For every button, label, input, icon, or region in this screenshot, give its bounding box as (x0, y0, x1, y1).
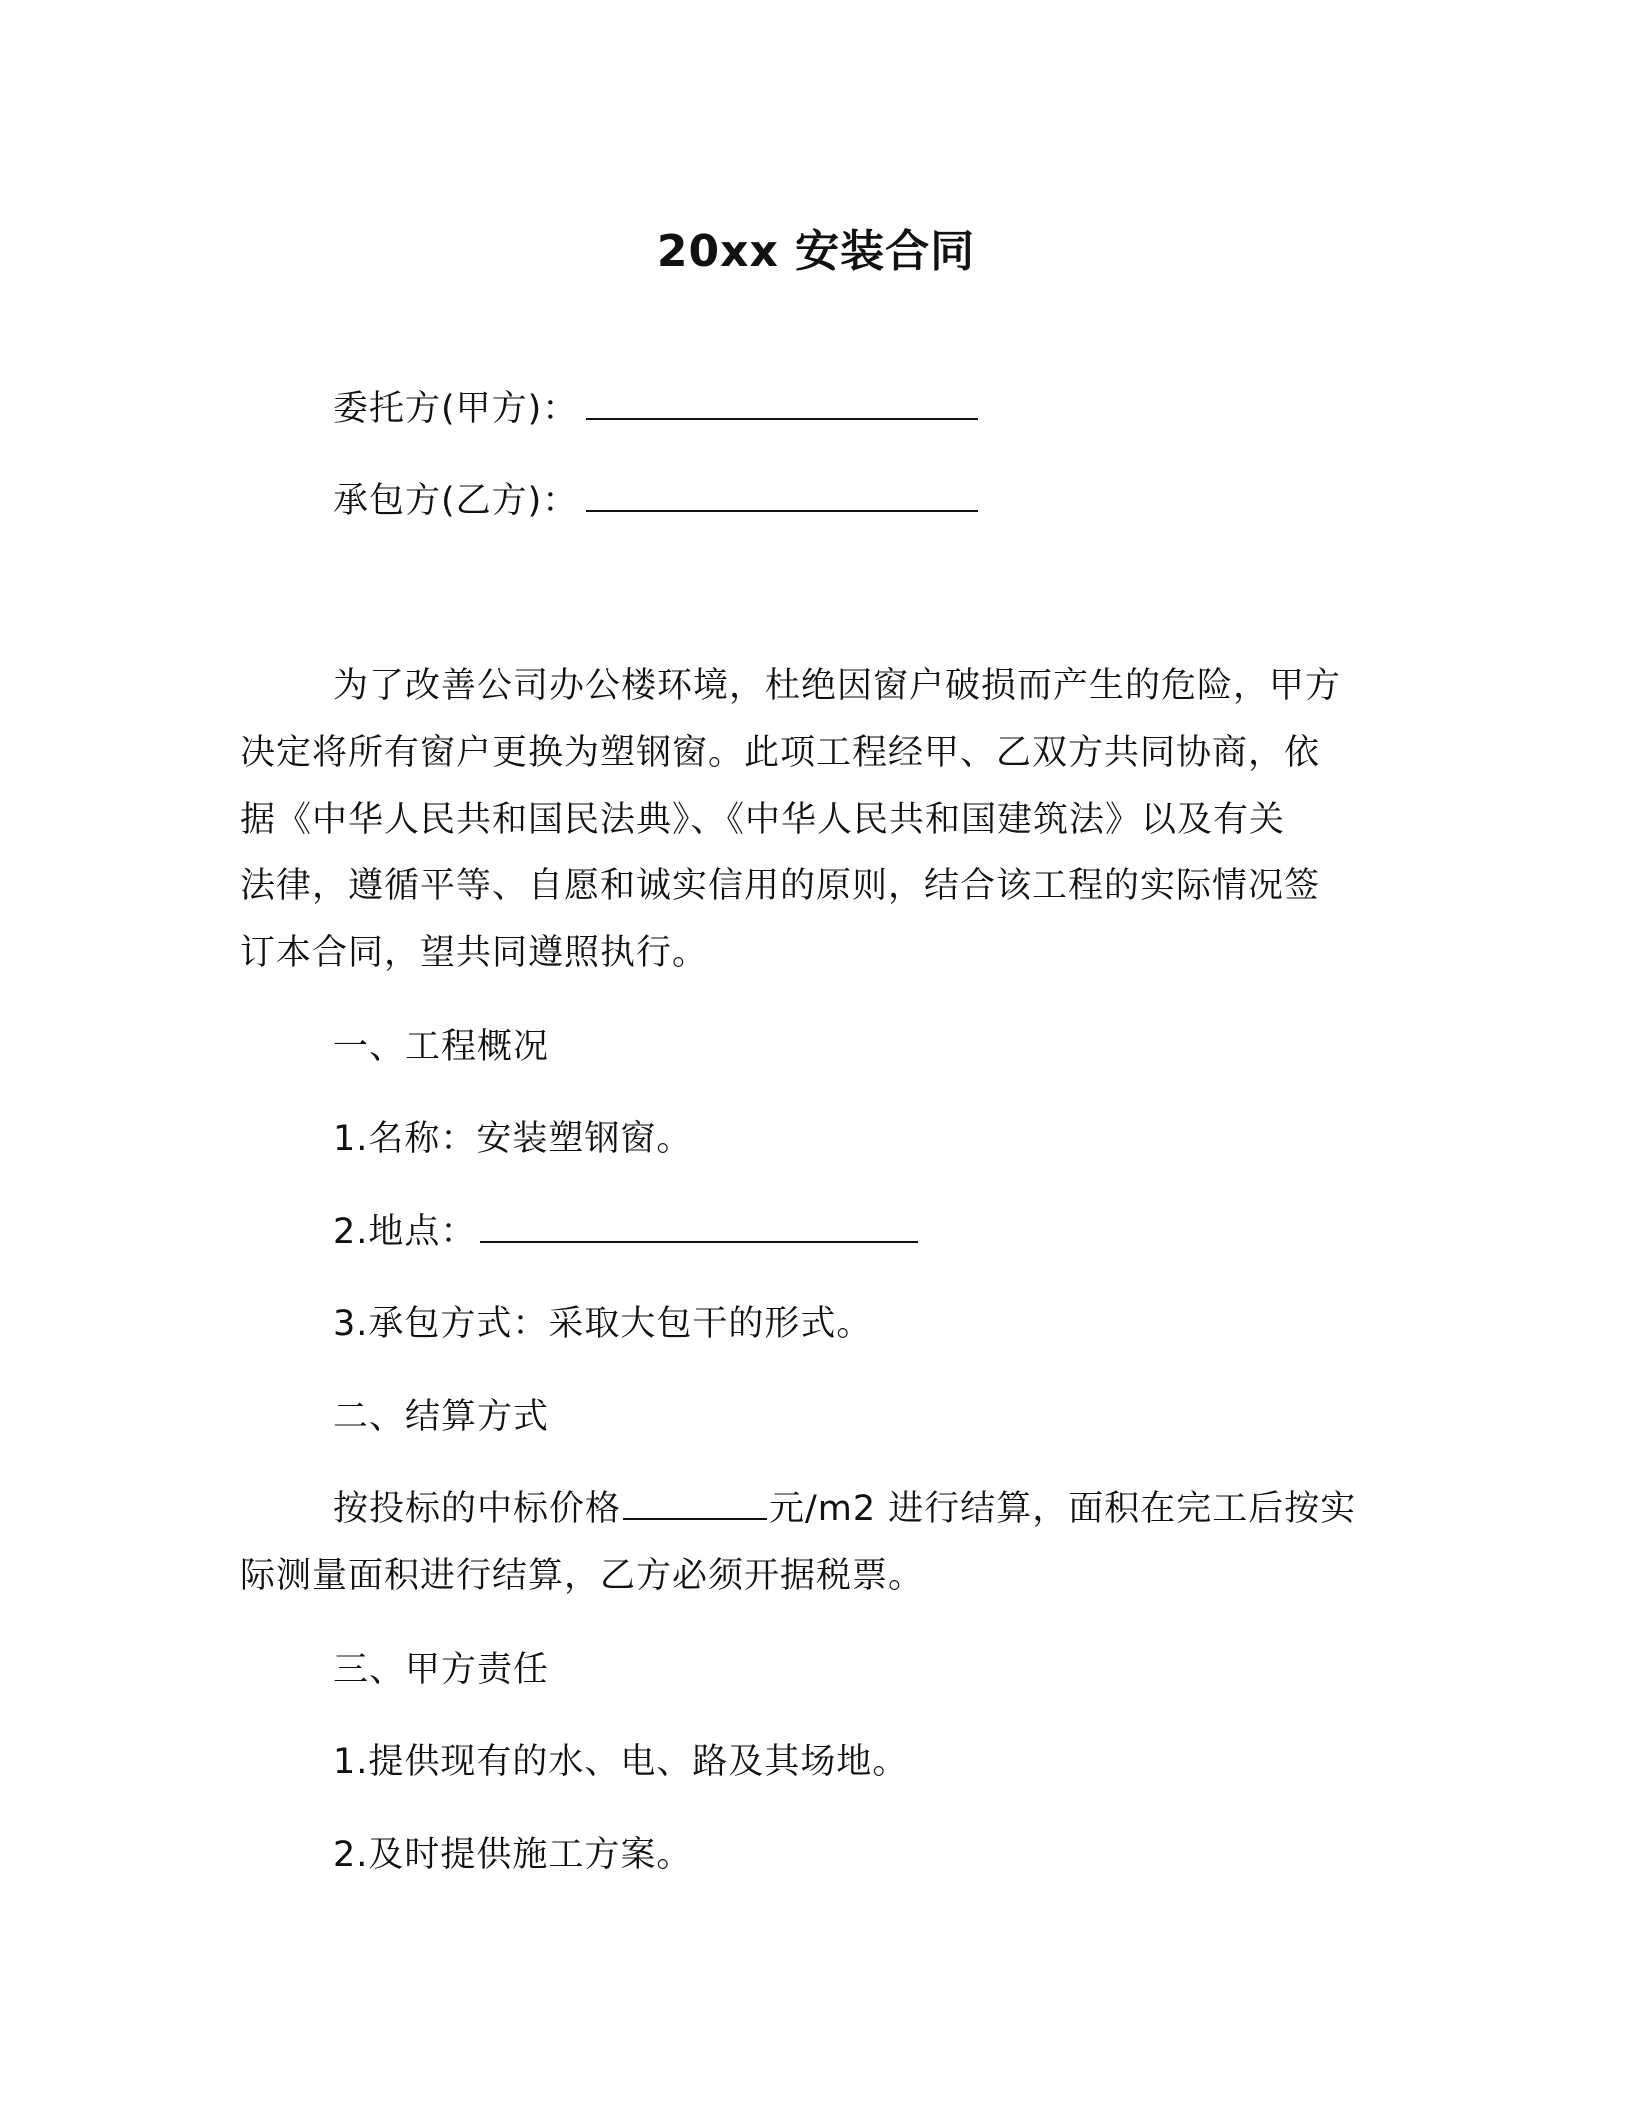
price-prefix: 按投标的中标价格 (333, 1489, 622, 1529)
contractor-party-blank (586, 478, 978, 512)
client-party-label: 委托方(甲方)： (333, 389, 579, 429)
section1-item2 (333, 1208, 918, 1256)
section3-item1: 1.提供现有的水、电、路及其场地。 (333, 1742, 909, 1782)
intro-line-4: 法律，遵循平等、自愿和诚实信用的原则，结合该工程的实际情况签 (240, 866, 1321, 906)
location-label: 2.地点： (333, 1212, 477, 1252)
section1-item3: 3.承包方式：采取大包干的形式。 (333, 1304, 873, 1344)
section3-item2: 2.及时提供施工方案。 (333, 1835, 693, 1875)
intro-line-1: 为了改善公司办公楼环境，杜绝因窗户破损而产生的危险，甲方 (333, 666, 1342, 706)
section2-line1 (333, 1485, 1356, 1533)
price-blank (623, 1486, 767, 1520)
section1-item1: 1.名称：安装塑钢窗。 (333, 1119, 693, 1159)
section2-heading: 二、结算方式 (333, 1397, 550, 1437)
section1-heading: 一、工程概况 (333, 1027, 550, 1067)
client-party-line (333, 385, 978, 433)
location-blank (480, 1209, 918, 1243)
intro-line-5: 订本合同，望共同遵照执行。 (240, 933, 709, 973)
intro-line-3: 据《中华人民共和国民法典》、《中华人民共和国建筑法》以及有关 (240, 800, 1286, 840)
section3-heading: 三、甲方责任 (333, 1650, 550, 1690)
contractor-party-label: 承包方(乙方)： (333, 481, 579, 521)
intro-line-2: 决定将所有窗户更换为塑钢窗。此项工程经甲、乙双方共同协商，依 (240, 733, 1321, 773)
section2-line2: 际测量面积进行结算，乙方必须开据税票。 (240, 1556, 925, 1596)
document-title: 20xx 安装合同 (656, 226, 976, 277)
contractor-party-line (333, 477, 978, 525)
client-party-blank (586, 386, 978, 420)
price-suffix: 元/m2 进行结算，面积在完工后按实 (769, 1489, 1357, 1529)
